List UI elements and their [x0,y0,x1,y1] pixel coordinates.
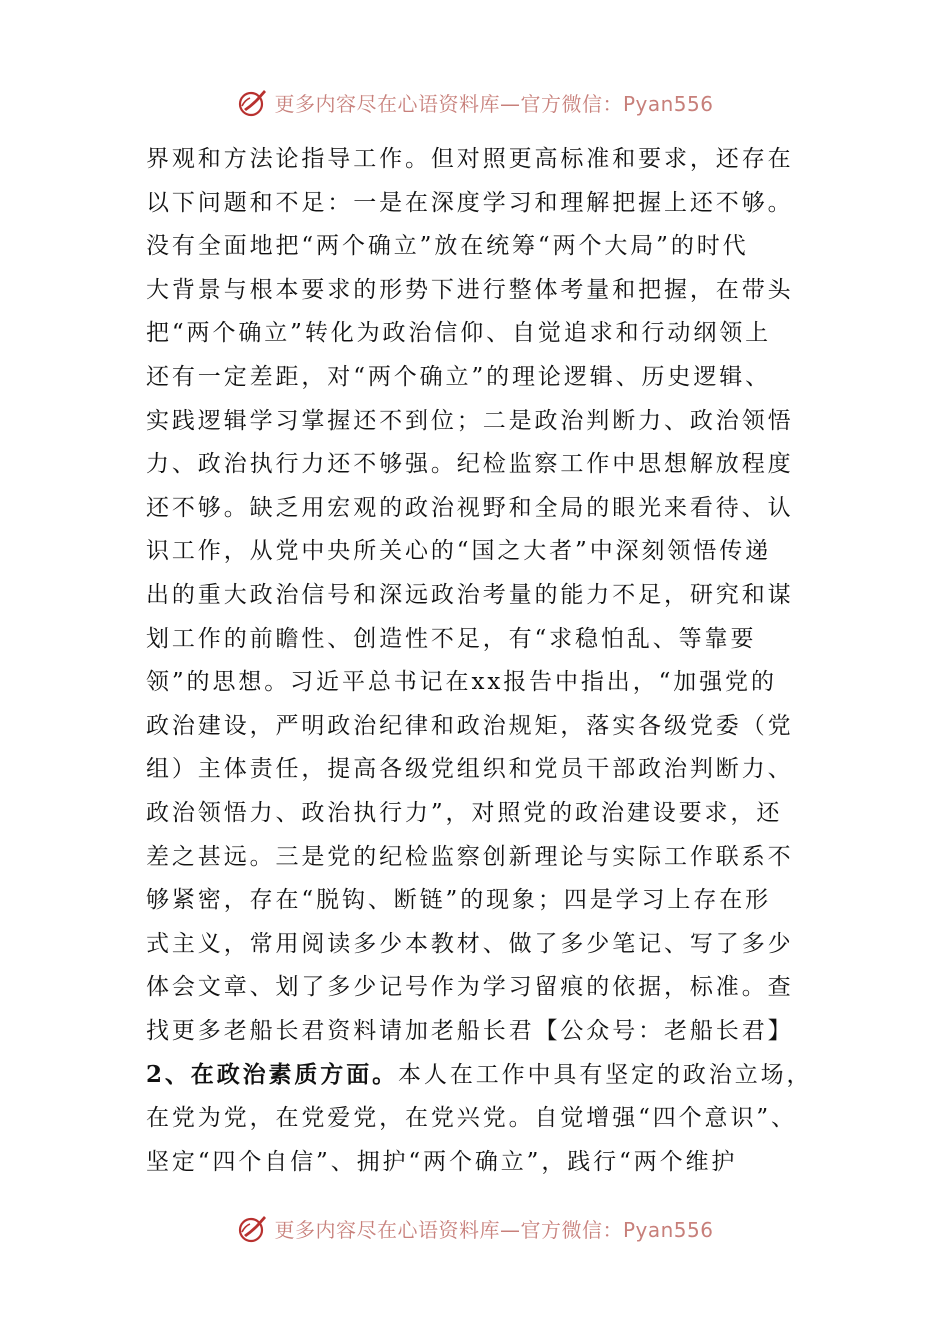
section-heading: 2、在政治素质方面。 [146,1061,399,1089]
body-line: 组）主体责任，提高各级党组织和党员干部政治判断力、 [146,756,794,783]
body-line: 识工作，从党中央所关心的“国之大者”中深刻领悟传递 [146,538,772,565]
body-line: 体会文章、划了多少记号作为学习留痕的依据，标准。查 [146,974,794,1001]
body-line: 够紧密，存在“脱钩、断链”的现象；四是学习上存在形 [146,887,772,914]
section-first-line [146,1053,813,1097]
footer-banner-text: 更多内容尽在心语资料库—官方微信：Pyan556 [274,1217,714,1242]
body-line: 政治领悟力、政治执行力”，对照党的政治建设要求，还 [146,799,783,826]
body-line: 没有全面地把“两个确立”放在统筹“两个大局”的时代 [146,233,749,260]
body-line: 以下问题和不足：一是在深度学习和理解把握上还不够。 [146,189,794,216]
header-banner-text: 更多内容尽在心语资料库—官方微信：Pyan556 [274,91,714,116]
body-line: 式主义，常用阅读多少本教材、做了多少笔记、写了多少 [146,930,794,957]
body-line: 找更多老船长君资料请加老船长君【公众号：老船长君】 [146,1017,794,1044]
footer-banner [0,1208,950,1248]
body-line: 坚定“四个自信”、拥护“两个确立”，践行“两个维护 [146,1148,738,1175]
body-line: 还有一定差距，对“两个确立”的理论逻辑、历史逻辑、 [146,363,772,390]
document-body [146,138,813,1184]
header-banner [0,82,950,122]
body-line: 实践逻辑学习掌握还不到位；二是政治判断力、政治领悟 [146,407,794,434]
body-line: 差之甚远。三是党的纪检监察创新理论与实际工作联系不 [146,843,794,870]
body-line: 力、政治执行力还不够强。纪检监察工作中思想解放程度 [146,451,794,478]
body-line: 在党为党，在党爱党，在党兴党。自觉增强“四个意识”、 [146,1105,797,1132]
body-line: 划工作的前瞻性、创造性不足，有“求稳怕乱、等靠要 [146,625,757,652]
body-line: 出的重大政治信号和深远政治考量的能力不足，研究和谋 [146,581,794,608]
pen-circle-logo-icon [236,85,270,119]
pen-circle-logo-icon [236,1211,270,1245]
body-line: 把“两个确立”转化为政治信仰、自觉追求和行动纲领上 [146,320,772,347]
body-line: 政治建设，严明政治纪律和政治规矩，落实各级党委（党 [146,712,794,739]
section-first-line-text: 本人在工作中具有坚定的政治立场， [398,1062,813,1089]
body-line: 领”的思想。习近平总书记在xx报告中指出，“加强党的 [146,669,777,696]
body-line: 还不够。缺乏用宏观的政治视野和全局的眼光来看待、认 [146,494,794,521]
body-line: 大背景与根本要求的形势下进行整体考量和把握，在带头 [146,276,794,303]
body-line: 界观和方法论指导工作。但对照更高标准和要求，还存在 [146,146,794,172]
